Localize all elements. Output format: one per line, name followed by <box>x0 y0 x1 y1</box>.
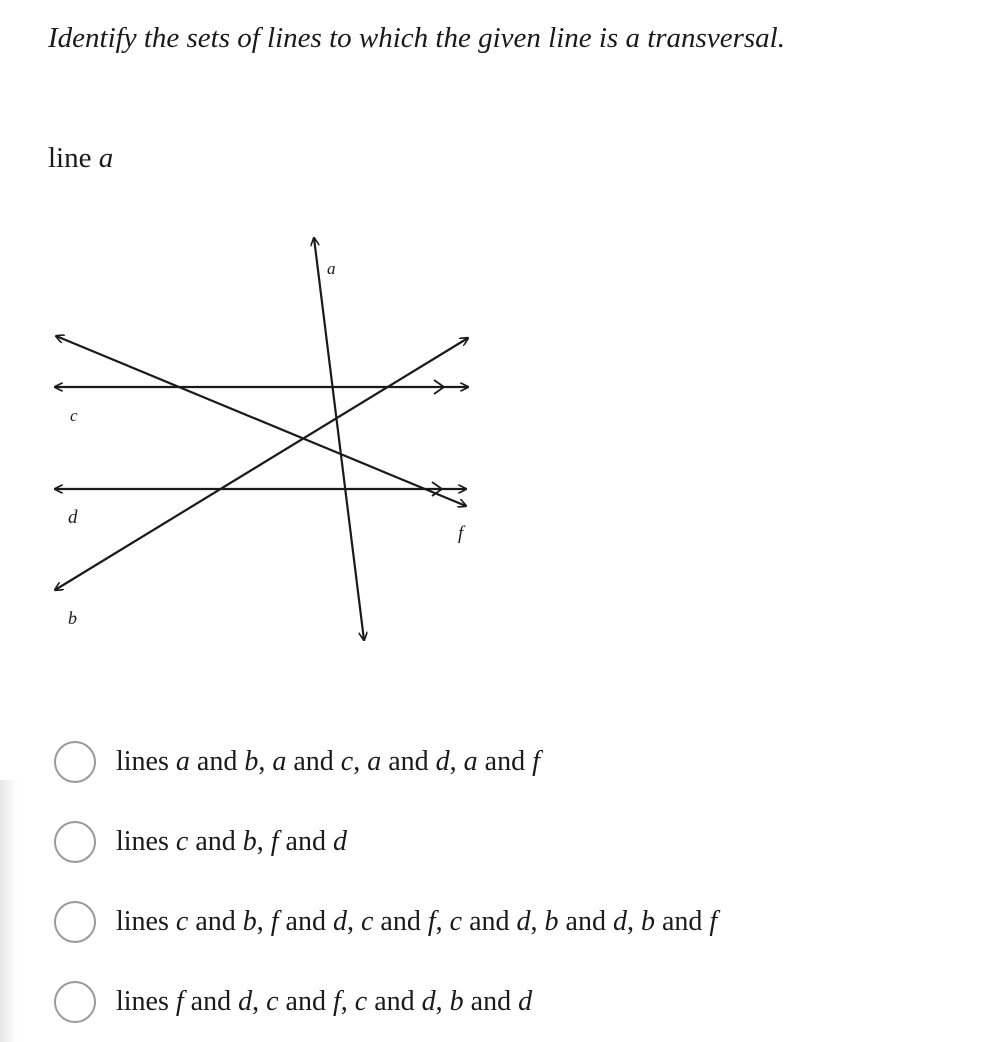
line-b <box>55 338 468 590</box>
option-3-radio[interactable] <box>54 901 96 943</box>
label-a: a <box>327 259 336 278</box>
option-1-text: lines a and b, a and c, a and d, a and f <box>116 746 540 777</box>
prompt-line-name: a <box>98 142 114 174</box>
label-f: f <box>458 523 464 544</box>
transversal-diagram <box>0 220 520 660</box>
prompt-line <box>48 142 113 175</box>
prompt-prefix: line <box>48 142 92 174</box>
option-1[interactable] <box>54 740 540 784</box>
option-1-radio[interactable] <box>54 741 96 783</box>
option-4-radio[interactable] <box>54 981 96 1023</box>
left-edge-shadow <box>0 780 18 1042</box>
question-text: Identify the sets of lines to which the given line is a transversal. <box>48 22 785 54</box>
label-c: c <box>70 406 78 425</box>
option-2[interactable] <box>54 820 347 864</box>
option-4-text: lines f and d, c and f, c and d, b and d <box>116 986 533 1017</box>
label-b: b <box>68 608 77 628</box>
line-f <box>56 336 466 506</box>
option-3[interactable] <box>54 900 717 944</box>
option-4[interactable] <box>54 980 532 1024</box>
option-3-text: lines c and b, f and d, c and f, c and d, b and d, b and f <box>116 906 718 937</box>
label-d: d <box>68 507 78 528</box>
line-a <box>314 238 364 640</box>
option-2-text: lines c and b, f and d <box>116 826 347 857</box>
option-2-radio[interactable] <box>54 821 96 863</box>
